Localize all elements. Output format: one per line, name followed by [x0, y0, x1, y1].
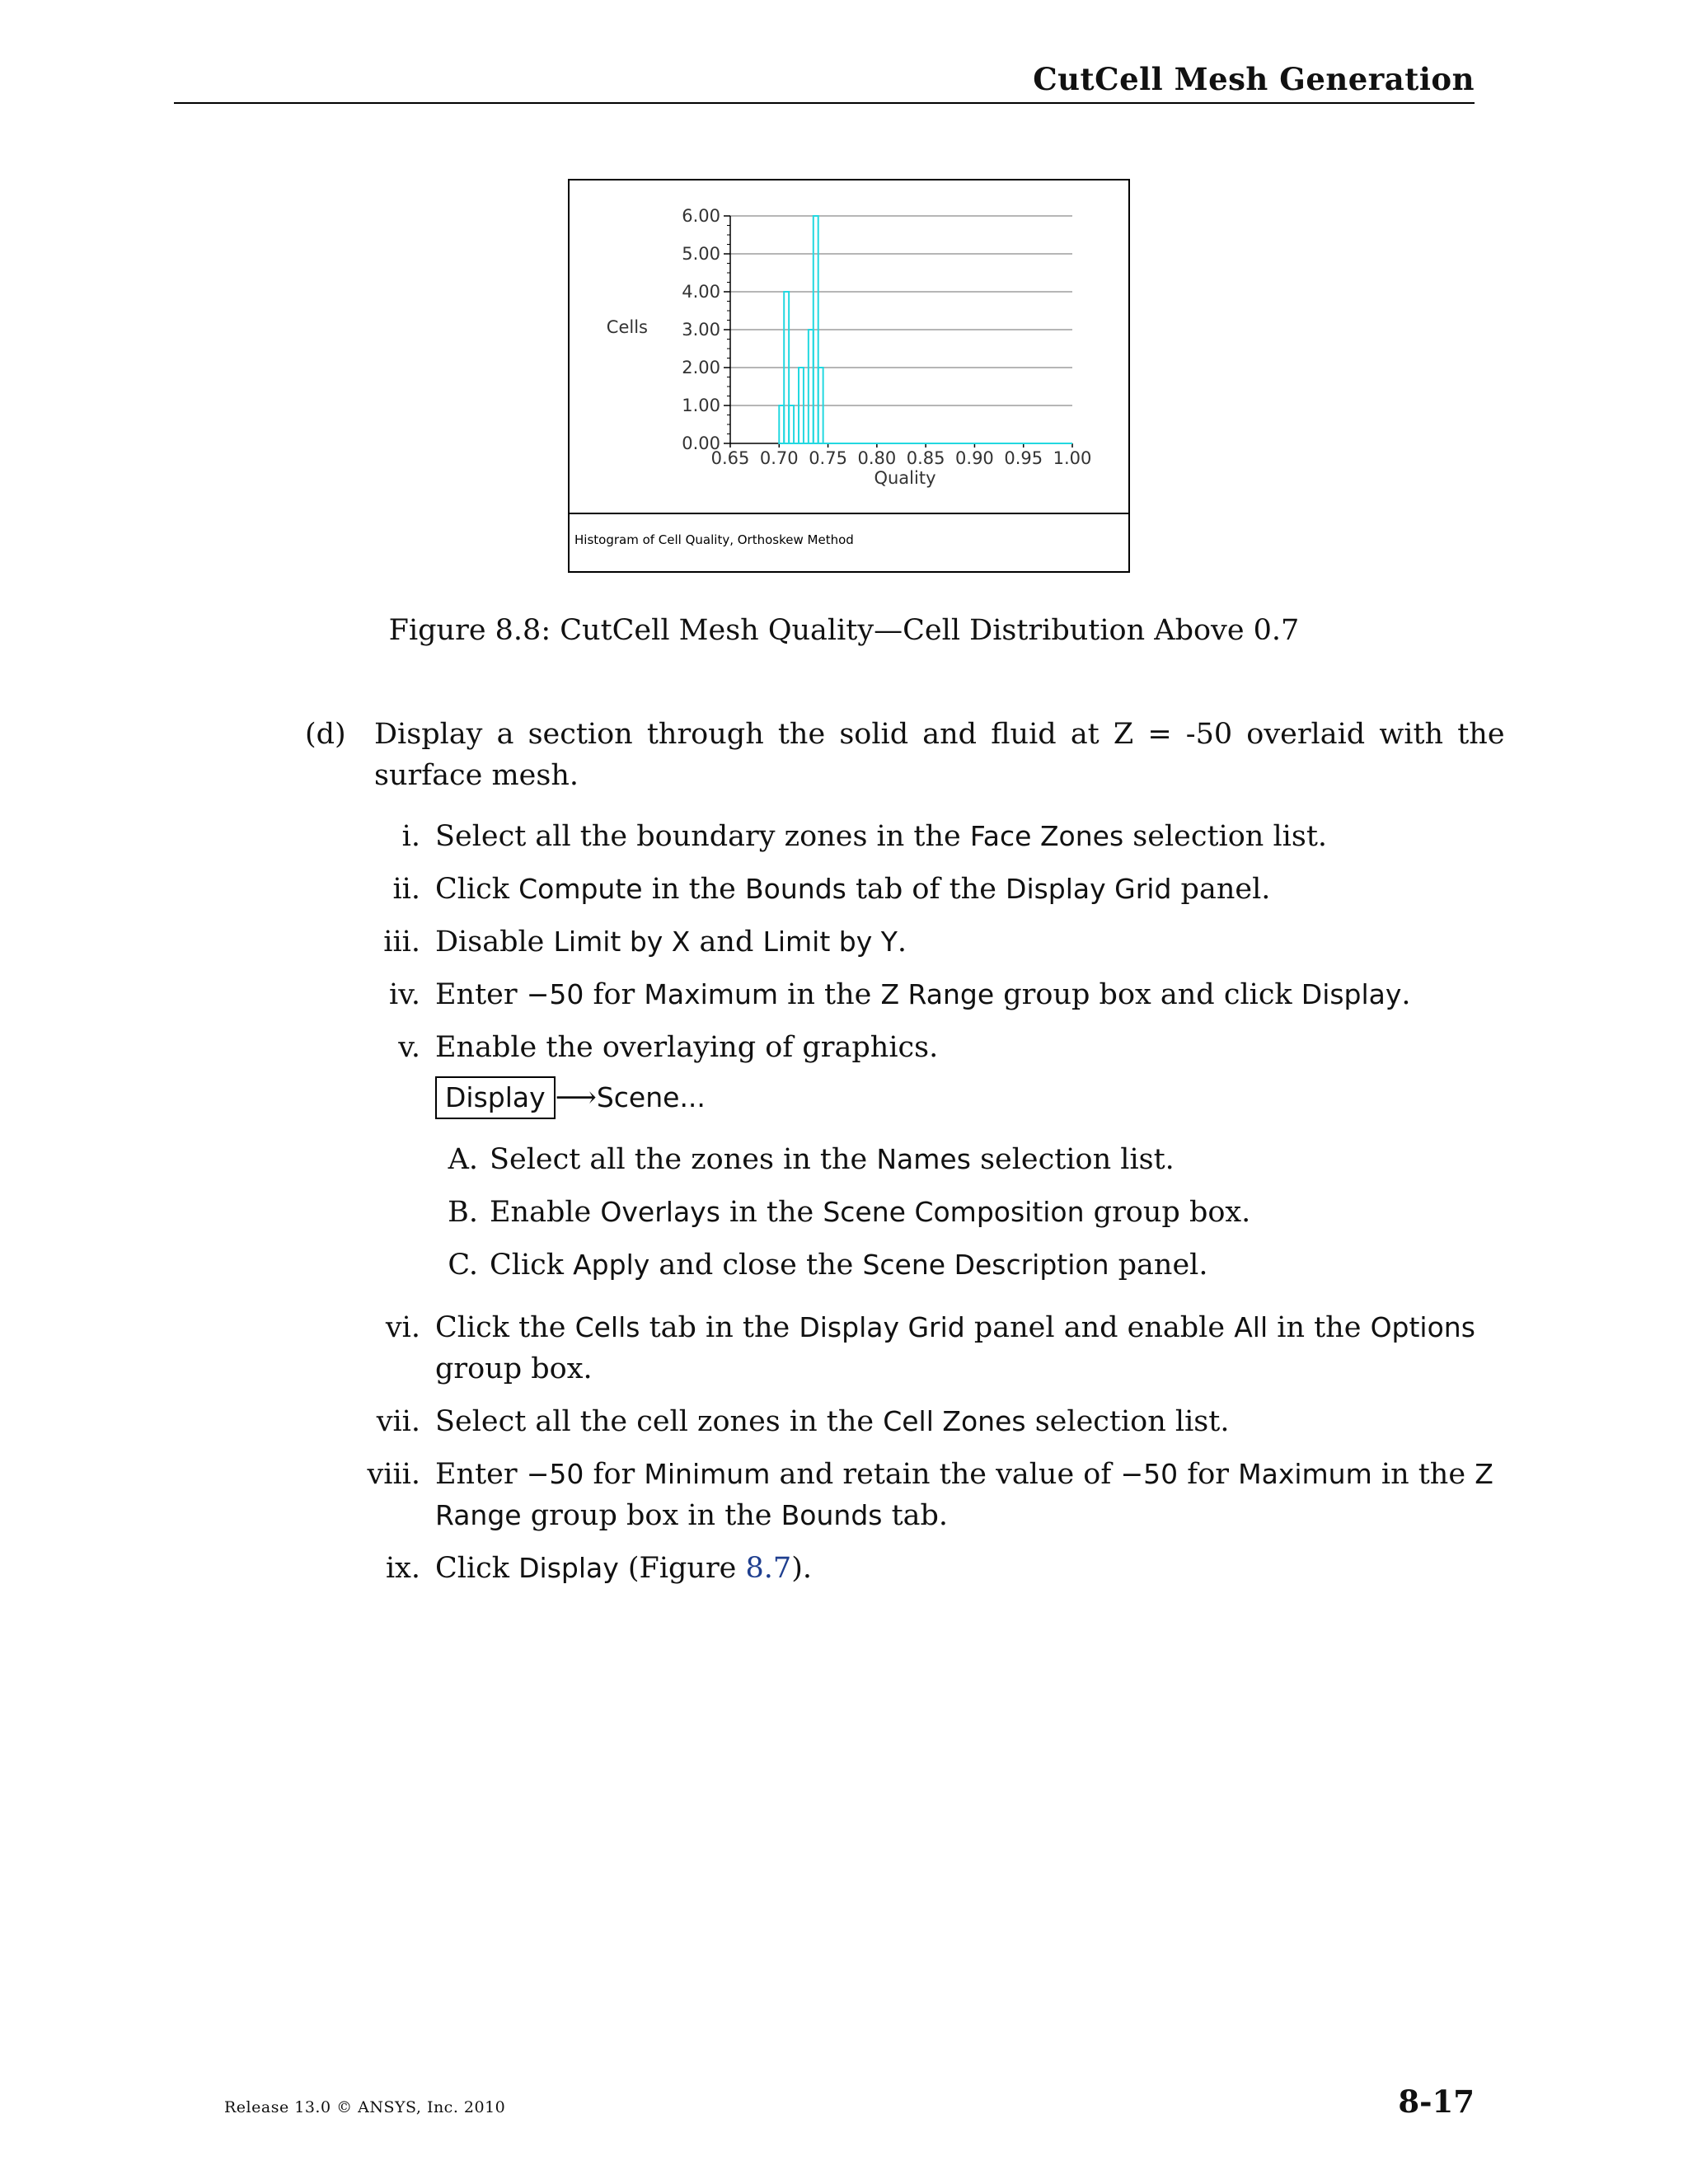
text: in the [1268, 1311, 1371, 1344]
y-tick-label: 3.00 [682, 320, 720, 340]
ui-term: Options [1370, 1311, 1475, 1343]
text: . [897, 926, 907, 958]
step-label: C. [448, 1249, 478, 1282]
text: in the [778, 978, 881, 1011]
ui-term: Maximum [1238, 1458, 1372, 1490]
ui-term: Cells [574, 1311, 640, 1343]
text: Click the [435, 1311, 575, 1344]
ui-term: Limit by Y [762, 926, 898, 958]
text: Enable the overlaying of graphics. [435, 1031, 939, 1064]
ui-term: Display Grid [1006, 873, 1172, 905]
ui-term: Z [1475, 1458, 1493, 1490]
text: Click [435, 873, 519, 906]
x-tick-label: 0.90 [955, 448, 994, 468]
ui-term: Z Range [880, 978, 995, 1010]
ui-term: Display Grid [799, 1311, 965, 1343]
y-tick-label: 4.00 [682, 282, 720, 302]
ui-term: Face Zones [969, 820, 1124, 852]
text: selection list. [1025, 1405, 1230, 1438]
text: for [584, 978, 645, 1011]
ui-term: Scene Composition [823, 1196, 1085, 1228]
text: for [1178, 1458, 1239, 1491]
text: group box and click [994, 978, 1301, 1011]
ui-term: Names [876, 1143, 971, 1175]
text: Click [490, 1249, 574, 1282]
page-number: 8-17 [1398, 2083, 1475, 2120]
x-tick-label: 0.70 [759, 448, 799, 468]
text: group box in the [521, 1499, 781, 1532]
ui-term: Display [518, 1552, 619, 1584]
text: Select all the zones in the [490, 1143, 877, 1176]
figure-note: Histogram of Cell Quality, Orthoskew Method [574, 532, 854, 547]
text: Click [435, 1552, 519, 1585]
figure-caption: Figure 8.8: CutCell Mesh Quality—Cell Distribution Above 0.7 [388, 614, 1300, 647]
step-label: iv. [389, 978, 420, 1011]
ui-term: Limit by X [553, 926, 691, 958]
menu-item-scene: Scene... [596, 1081, 706, 1113]
text: group box. [1084, 1196, 1251, 1229]
ui-term: Cell Zones [883, 1405, 1026, 1437]
text: Enable [490, 1196, 601, 1229]
text: selection list. [970, 1143, 1175, 1176]
x-tick-label: 0.95 [1004, 448, 1043, 468]
text: panel. [1109, 1249, 1208, 1282]
text: in the [1372, 1458, 1475, 1491]
step-label: ii. [392, 873, 420, 906]
text: selection list. [1123, 820, 1328, 853]
ui-term: Bounds [745, 873, 846, 905]
step-label: v. [398, 1031, 420, 1064]
text: and retain the value of [770, 1458, 1121, 1491]
text: in the [720, 1196, 823, 1229]
x-tick-label: 0.80 [857, 448, 897, 468]
step-label: i. [401, 820, 420, 853]
step-label: iii. [383, 926, 420, 958]
x-tick-label: 0.75 [809, 448, 847, 468]
text: (Figure [618, 1552, 746, 1585]
step-label: vii. [376, 1405, 420, 1438]
header-title: CutCell Mesh Generation [1033, 61, 1475, 97]
step-text: Display a section through the solid and fluid at Z = -50 overlaid with the [374, 718, 1505, 751]
text: tab. [882, 1499, 949, 1532]
text: for [584, 1458, 645, 1491]
ui-term: Range [435, 1499, 522, 1531]
step-label: (d) [305, 718, 346, 751]
text: Disable [435, 926, 554, 958]
text: and [690, 926, 763, 958]
step-label: B. [448, 1196, 478, 1229]
step-label: A. [448, 1143, 478, 1176]
text: in the [642, 873, 746, 906]
step-label: ix. [385, 1552, 420, 1585]
y-tick-label: 6.00 [682, 206, 720, 226]
ui-term: Scene Description [862, 1249, 1109, 1281]
text: ). [791, 1552, 812, 1585]
text: tab of the [846, 873, 1006, 906]
y-tick-label: 1.00 [682, 396, 720, 415]
step-label: viii. [367, 1458, 420, 1491]
text: and close the [649, 1249, 863, 1282]
ui-term: Maximum [644, 978, 779, 1010]
figure-divider [570, 513, 1128, 514]
step-text-cont: surface mesh. [374, 759, 579, 792]
ui-term: All [1234, 1311, 1268, 1343]
text-cont: group box. [435, 1352, 593, 1385]
menu-path [435, 1076, 706, 1119]
ui-term: Overlays [600, 1196, 720, 1228]
histogram-chart [570, 180, 1128, 510]
x-axis-label: Quality [874, 468, 936, 488]
step-label: vi. [385, 1311, 420, 1344]
histogram-bar [789, 405, 794, 443]
y-tick-label: 0.00 [682, 434, 720, 453]
ui-term: Bounds [781, 1499, 883, 1531]
menu-arrow: ⟶ [555, 1081, 597, 1114]
ui-term: Display [1301, 978, 1402, 1010]
text: Enter [435, 978, 527, 1011]
text: . [1401, 978, 1411, 1011]
y-tick-label: 2.00 [682, 358, 720, 377]
ui-term: Apply [573, 1249, 650, 1281]
ui-term: Compute [518, 873, 643, 905]
running-header [174, 58, 1475, 104]
y-axis-label: Cells [606, 317, 648, 337]
text: Enter [435, 1458, 527, 1491]
text: Select all the cell zones in the [435, 1405, 884, 1438]
menu-display: Display [435, 1076, 556, 1119]
ui-term: Minimum [644, 1458, 771, 1490]
ui-term: −50 [1120, 1458, 1179, 1490]
x-tick-label: 1.00 [1053, 448, 1092, 468]
footer-release: Release 13.0 © ANSYS, Inc. 2010 [224, 2098, 506, 2116]
text: Select all the boundary zones in the [435, 820, 970, 853]
text: panel and enable [964, 1311, 1235, 1344]
text: panel. [1171, 873, 1271, 906]
figure-link[interactable]: 8.7 [745, 1552, 792, 1585]
text: tab in the [640, 1311, 799, 1344]
x-tick-label: 0.65 [710, 448, 750, 468]
histogram-figure [568, 179, 1130, 573]
x-tick-label: 0.85 [906, 448, 945, 468]
ui-term: −50 [526, 978, 584, 1010]
ui-term: −50 [526, 1458, 584, 1490]
y-tick-label: 5.00 [682, 244, 720, 264]
